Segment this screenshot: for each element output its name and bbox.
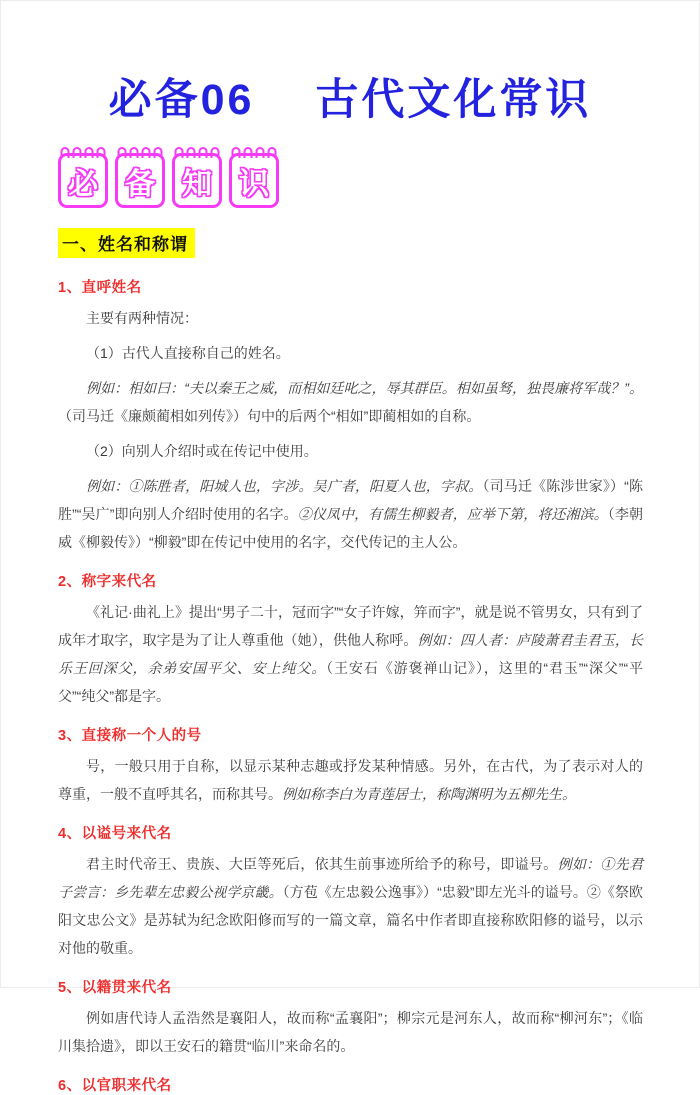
body-text: （司马迁《陈涉世家》）“陈胜”“吴广”即向别人介绍时使用的名字。 bbox=[58, 478, 643, 523]
example-text: ②仪凤中，有儒生柳毅者，应举下第，将还湘滨。 bbox=[297, 506, 608, 523]
badge-char-box bbox=[229, 153, 279, 208]
example-text: 例如称李白为青莲居士，称陶渊明为五柳先生。 bbox=[282, 786, 576, 803]
badge-char: 备 bbox=[125, 167, 155, 201]
body-text: 主要有两种情况： bbox=[86, 310, 198, 327]
badge-char-box bbox=[115, 153, 165, 208]
section-heading: 2、称字来代名 bbox=[58, 574, 157, 591]
body-text: （1）古代人直接称自己的姓名。 bbox=[86, 345, 290, 362]
document-title: 必备06 古代文化常识 bbox=[108, 76, 592, 124]
section-heading: 4、以谥号来代名 bbox=[58, 826, 172, 843]
example-text: 例如：①先君子尝言：乡先辈左忠毅公视学京畿。 bbox=[58, 856, 644, 901]
paragraph bbox=[58, 752, 643, 808]
badge-char: 识 bbox=[239, 167, 269, 201]
paragraph bbox=[58, 1004, 643, 1060]
badge-char-box bbox=[58, 153, 108, 208]
body-text: （王安石《游褒禅山记》），这里的“君玉”“深父”“平父”“纯父”都是字。 bbox=[58, 660, 643, 705]
section-heading: 3、直接称一个人的号 bbox=[58, 728, 202, 745]
section-header-highlighted: 一、姓名和称谓 bbox=[58, 228, 195, 258]
body-text: （2）向别人介绍时或在传记中使用。 bbox=[86, 443, 318, 460]
section-heading: 1、直呼姓名 bbox=[58, 280, 142, 297]
paragraph bbox=[58, 437, 643, 465]
paragraph bbox=[58, 598, 643, 710]
sections bbox=[1, 258, 699, 1095]
section-header-wrap bbox=[58, 228, 699, 258]
paragraph bbox=[58, 304, 643, 332]
spiral-binding-icon bbox=[232, 147, 277, 158]
body-text: 君主时代帝王、贵族、大臣等死后，依其生前事迹所给予的称号，即谥号。 bbox=[86, 856, 558, 873]
section-heading: 6、以官职来代名 bbox=[58, 1078, 172, 1095]
paragraph bbox=[58, 472, 643, 556]
badge-char-box bbox=[172, 153, 222, 208]
example-text: 例如：①陈胜者，阳城人也，字涉。吴广者，阳夏人也，字叔。 bbox=[86, 478, 483, 495]
section-heading: 5、以籍贯来代名 bbox=[58, 980, 172, 997]
badge-char: 知 bbox=[182, 167, 212, 201]
badge-bibei-zhishi bbox=[58, 146, 699, 208]
paragraph bbox=[58, 339, 643, 367]
body-text: 号，一般只用于自称，以显示某种志趣或抒发某种情感。另外，在古代，为了表示对人的尊重，一般不直呼其名，而称其号。 bbox=[58, 758, 643, 803]
body-text: 例如唐代诗人孟浩然是襄阳人，故而称“孟襄阳”；柳宗元是河东人，故而称“柳河东”；《临川集拾遗》，即以王安石的籍贯“临川”来命名的。 bbox=[58, 1010, 643, 1055]
example-text: 例如：相如曰：“夫以秦王之威，而相如廷叱之，辱其群臣。相如虽驽，独畏廉将军哉？”。 bbox=[86, 380, 643, 397]
spiral-binding-icon bbox=[61, 147, 106, 158]
paragraph bbox=[58, 374, 643, 430]
body-text: （方苞《左忠毅公逸事》）“忠毅”即左光斗的谥号。②《祭欧阳文忠公文》是苏轼为纪念欧阳修而写的一篇文章，篇名中作者即直接称欧阳修的谥号，以示对他的敬重。 bbox=[58, 884, 643, 957]
body-text: （李朝威《柳毅传》）“柳毅”即在传记中使用的名字，交代传记的主人公。 bbox=[58, 506, 643, 551]
paragraph bbox=[58, 850, 643, 962]
body-text: 《礼记·曲礼上》提出“男子二十，冠而字”“女子许嫁，笄而字”，就是说不管男女，只有到了成年才取字，取字是为了让人尊重他（她），供他人称呼。 bbox=[58, 604, 643, 649]
example-text: 例如：四人者：庐陵萧君圭君玉，长乐王回深父，余弟安国平父、安上纯父。 bbox=[58, 632, 644, 677]
spiral-binding-icon bbox=[175, 147, 220, 158]
spiral-binding-icon bbox=[118, 147, 163, 158]
body-text: （司马迁《廉颇蔺相如列传》）句中的后两个“相如”即蔺相如的自称。 bbox=[58, 408, 481, 425]
badge-char: 必 bbox=[68, 167, 98, 201]
